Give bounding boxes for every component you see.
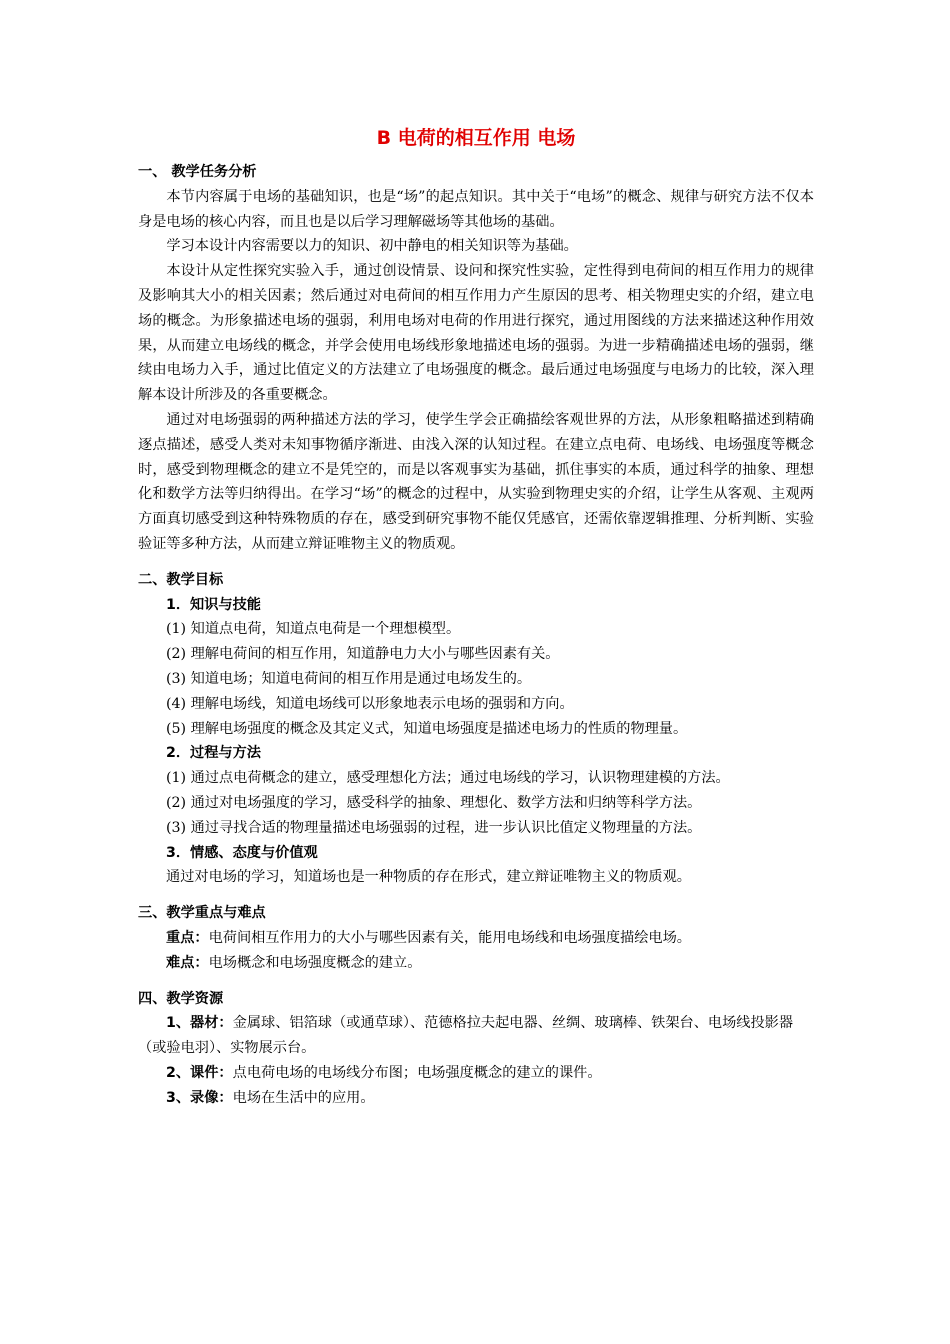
subheading-method: 2．过程与方法 — [166, 745, 261, 762]
list-item: (3) 知道电场；知道电荷间的相互作用是通过电场发生的。 — [166, 670, 532, 687]
resource-equipment — [138, 1011, 814, 1061]
list-item: (4) 理解电场线，知道电场线可以形象地表示电场的强弱和方向。 — [166, 695, 574, 712]
resource-label: 2、课件： — [166, 1064, 233, 1081]
resource-text: 金属球、铝箔球（或通草球）、范德格拉夫起电器、丝绸、玻璃棒、铁架台、电场线投影器（或验电羽）、实物展示台。 — [138, 1015, 794, 1057]
paragraph: 通过对电场强弱的两种描述方法的学习，使学生学会正确描绘客观世界的方法，从形象粗略描述到精确逐点描述，感受人类对未知事物循序渐进、由浅入深的认知过程。在建立点电荷、电场线、电场强度等概念时，感受到物理概念的建立不是凭空的，而是以客观事实为基础，抓住事实的本质，通过科学的抽象、理想化和数学方法等归纳得出。在学习“场”的概念的过程中，从实验到物理史实的介绍，让学生从客观、主观两方面真切感受到这种特殊物质的存在，感受到研究事物不能仅凭感官，还需依靠逻辑推理、分析判断、实验验证等多种方法，从而建立辩证唯物主义的物质观。 — [138, 411, 814, 552]
subheading-emotion: 3．情感、态度与价值观 — [166, 844, 318, 861]
section-heading-resources: 四、教学资源 — [138, 990, 224, 1007]
difficulty-text: 电场概念和电场强度概念的建立。 — [208, 954, 422, 971]
paragraph: 本节内容属于电场的基础知识，也是“场”的起点知识。其中关于“电场”的概念、规律与研究方法不仅本身是电场的核心内容，而且也是以后学习理解磁场等其他场的基础。 — [138, 188, 814, 230]
resource-label: 1、器材： — [166, 1015, 233, 1032]
paragraph: 通过对电场的学习，知道场也是一种物质的存在形式，建立辩证唯物主义的物质观。 — [166, 869, 691, 886]
subheading-knowledge: 1．知识与技能 — [166, 596, 261, 613]
list-item: (2) 通过对电场强度的学习，感受科学的抽象、理想化、数学方法和归纳等科学方法。 — [166, 794, 702, 811]
section-heading-objectives: 二、教学目标 — [138, 571, 224, 588]
key-point — [166, 926, 814, 951]
key-point-text: 电荷间相互作用力的大小与哪些因素有关，能用电场线和电场强度描绘电场。 — [208, 929, 691, 946]
resource-label: 3、录像： — [166, 1089, 233, 1106]
difficulty-label: 难点： — [166, 954, 209, 971]
document-title: B 电荷的相互作用 电场 — [376, 127, 576, 149]
resource-video — [138, 1086, 814, 1111]
list-item: (1) 通过点电荷概念的建立，感受理想化方法；通过电场线的学习，认识物理建模的方法。 — [166, 770, 730, 787]
section-heading-task-analysis: 一、 教学任务分析 — [138, 164, 257, 180]
resource-text: 点电荷电场的电场线分布图；电场强度概念的建立的课件。 — [232, 1064, 602, 1081]
key-point-label: 重点： — [166, 929, 209, 946]
section-heading-key-points: 三、教学重点与难点 — [138, 905, 266, 922]
list-item: (5) 理解电场强度的概念及其定义式，知道电场强度是描述电场力的性质的物理量。 — [166, 720, 688, 737]
list-item: (1) 知道点电荷，知道点电荷是一个理想模型。 — [166, 621, 461, 638]
resource-text: 电场在生活中的应用。 — [232, 1089, 375, 1106]
difficulty-point — [166, 951, 814, 976]
list-item: (3) 通过寻找合适的物理量描述电场强弱的过程，进一步认识比值定义物理量的方法。 — [166, 819, 702, 836]
resource-courseware — [138, 1061, 814, 1086]
document-page — [138, 120, 814, 1110]
list-item: (2) 理解电荷间的相互作用，知道静电力大小与哪些因素有关。 — [166, 646, 560, 663]
paragraph: 本设计从定性探究实验入手，通过创设情景、设问和探究性实验，定性得到电荷间的相互作用力的规律及影响其大小的相关因素；然后通过对电荷间的相互作用力产生原因的思考、相关物理史实的介绍，建立电场的概念。为形象描述电场的强弱，利用电场对电荷的作用进行探究，通过用图线的方法来描述这种作用效果，从而建立电场线的概念，并学会使用电场线形象地描述电场的强弱。为进一步精确描述电场的强弱，继续由电场力入手，通过比值定义的方法建立了电场强度的概念。最后通过电场强度与电场力的比较，深入理解本设计所涉及的各重要概念。 — [138, 263, 814, 404]
paragraph: 学习本设计内容需要以力的知识、初中静电的相关知识等为基础。 — [166, 238, 578, 255]
